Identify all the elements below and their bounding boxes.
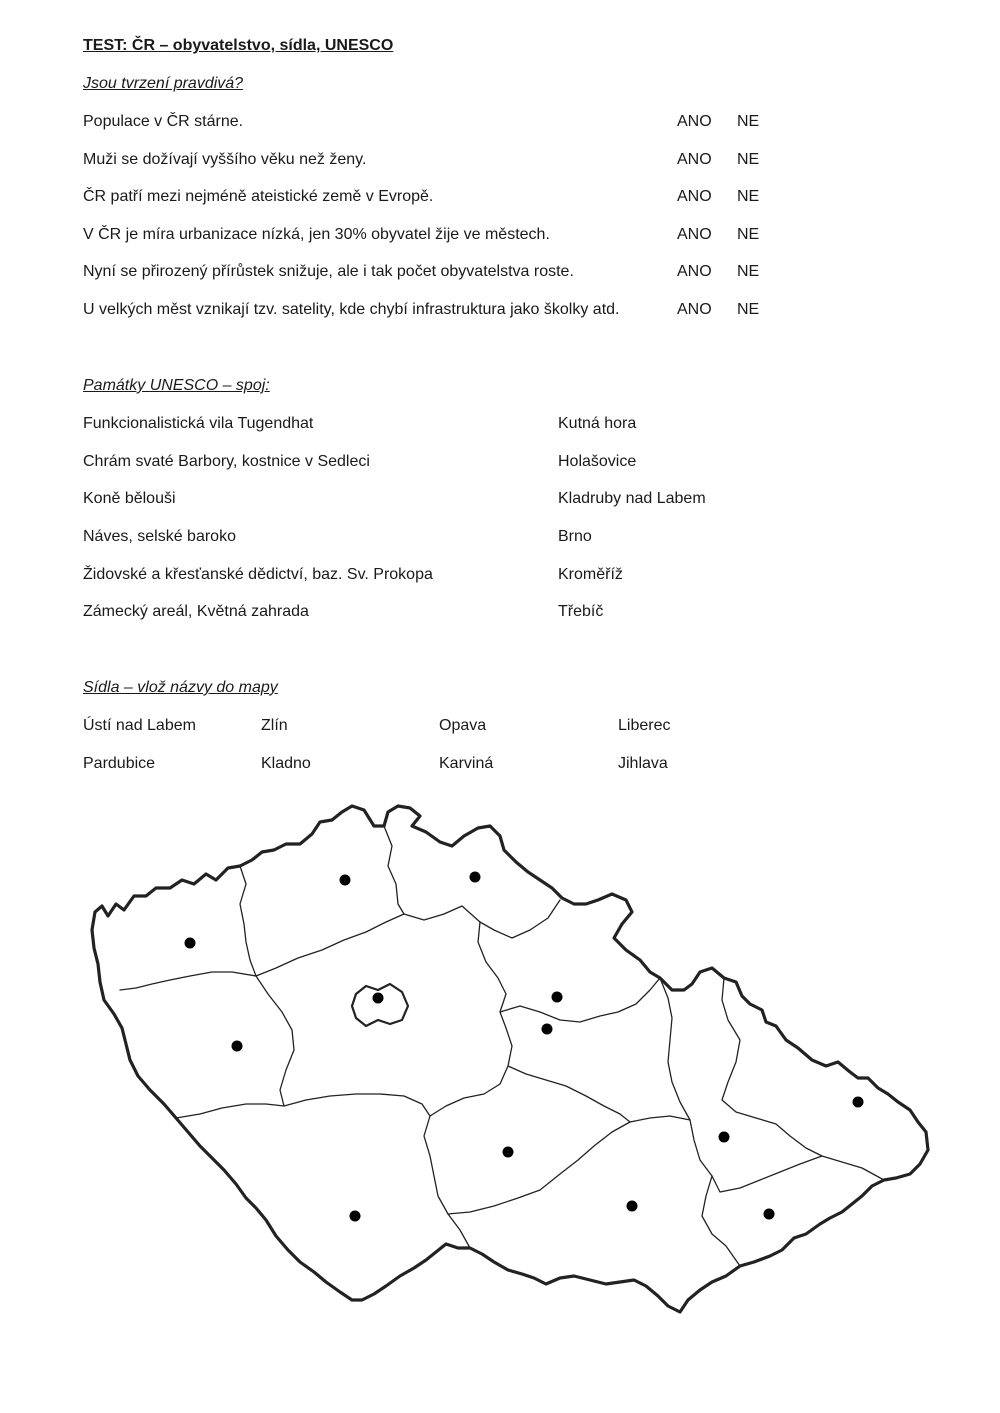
map-marker: [350, 1211, 361, 1222]
answer-ne[interactable]: NE: [737, 188, 760, 205]
map-marker: [627, 1201, 638, 1212]
place-item[interactable]: Holašovice: [558, 453, 637, 470]
city-label[interactable]: Zlín: [261, 717, 288, 734]
city-label[interactable]: Opava: [439, 717, 487, 734]
answer-ne[interactable]: NE: [737, 113, 760, 130]
monument-item[interactable]: Zámecký areál, Květná zahrada: [83, 603, 309, 620]
city-label[interactable]: Ústí nad Labem: [83, 717, 196, 734]
statement-row: [83, 226, 783, 250]
statement-text: V ČR je míra urbanizace nízká, jen 30% obyvatel žije ve městech.: [83, 226, 550, 243]
city-label[interactable]: Pardubice: [83, 755, 156, 772]
answer-ano[interactable]: ANO: [677, 301, 712, 318]
section-heading-cities: Sídla – vlož názvy do mapy: [83, 679, 278, 696]
page-title: TEST: ČR – obyvatelstvo, sídla, UNESCO: [83, 37, 394, 54]
answer-ne[interactable]: NE: [737, 263, 760, 280]
answer-ne[interactable]: NE: [737, 226, 760, 243]
monument-item[interactable]: Chrám svaté Barbory, kostnice v Sedleci: [83, 453, 370, 470]
answer-ano[interactable]: ANO: [677, 188, 712, 205]
map-marker: [552, 992, 563, 1003]
map-marker: [470, 872, 481, 883]
monument-item[interactable]: Náves, selské baroko: [83, 528, 236, 545]
statement-text: ČR patří mezi nejméně ateistické země v Evropě.: [83, 188, 434, 205]
statement-text: Nyní se přirozený přírůstek snižuje, ale i tak počet obyvatelstva roste.: [83, 263, 574, 280]
matching-row: [83, 566, 783, 590]
city-label[interactable]: Kladno: [261, 755, 311, 772]
statement-row: [83, 188, 783, 212]
statement-text: U velkých měst vznikají tzv. satelity, kde chybí infrastruktura jako školky atd.: [83, 301, 620, 318]
czech-region-map: [0, 790, 1000, 1350]
map-marker: [232, 1041, 243, 1052]
map-marker: [340, 875, 351, 886]
monument-item[interactable]: Funkcionalistická vila Tugendhat: [83, 415, 314, 432]
place-item[interactable]: Kladruby nad Labem: [558, 490, 706, 507]
section-heading-true-false: Jsou tvrzení pravdivá?: [83, 75, 244, 92]
answer-ne[interactable]: NE: [737, 301, 760, 318]
section-heading-unesco: Památky UNESCO – spoj:: [83, 377, 270, 394]
monument-item[interactable]: Koně bělouši: [83, 490, 176, 507]
map-marker: [719, 1132, 730, 1143]
region-capital-markers: [185, 872, 864, 1222]
statement-row: [83, 113, 783, 137]
statement-text: Populace v ČR stárne.: [83, 113, 244, 130]
map-marker: [853, 1097, 864, 1108]
map-marker: [373, 993, 384, 1004]
monument-item[interactable]: Židovské a křesťanské dědictví, baz. Sv. Prokopa: [83, 566, 433, 583]
matching-row: [83, 415, 783, 439]
statement-row: [83, 151, 783, 175]
map-marker: [185, 938, 196, 949]
statement-row: [83, 301, 783, 325]
answer-ne[interactable]: NE: [737, 151, 760, 168]
city-label[interactable]: Jihlava: [618, 755, 668, 772]
matching-row: [83, 528, 783, 552]
answer-ano[interactable]: ANO: [677, 113, 712, 130]
place-item[interactable]: Brno: [558, 528, 592, 545]
matching-row: [83, 603, 783, 627]
statement-text: Muži se dožívají vyššího věku než ženy.: [83, 151, 367, 168]
city-label[interactable]: Karviná: [439, 755, 494, 772]
map-marker: [764, 1209, 775, 1220]
map-marker: [503, 1147, 514, 1158]
matching-row: [83, 453, 783, 477]
answer-ano[interactable]: ANO: [677, 263, 712, 280]
place-item[interactable]: Třebíč: [558, 603, 604, 620]
place-item[interactable]: Kutná hora: [558, 415, 637, 432]
city-label[interactable]: Liberec: [618, 717, 671, 734]
answer-ano[interactable]: ANO: [677, 151, 712, 168]
place-item[interactable]: Kroměříž: [558, 566, 623, 583]
matching-row: [83, 490, 783, 514]
statement-row: [83, 263, 783, 287]
answer-ano[interactable]: ANO: [677, 226, 712, 243]
map-marker: [542, 1024, 553, 1035]
